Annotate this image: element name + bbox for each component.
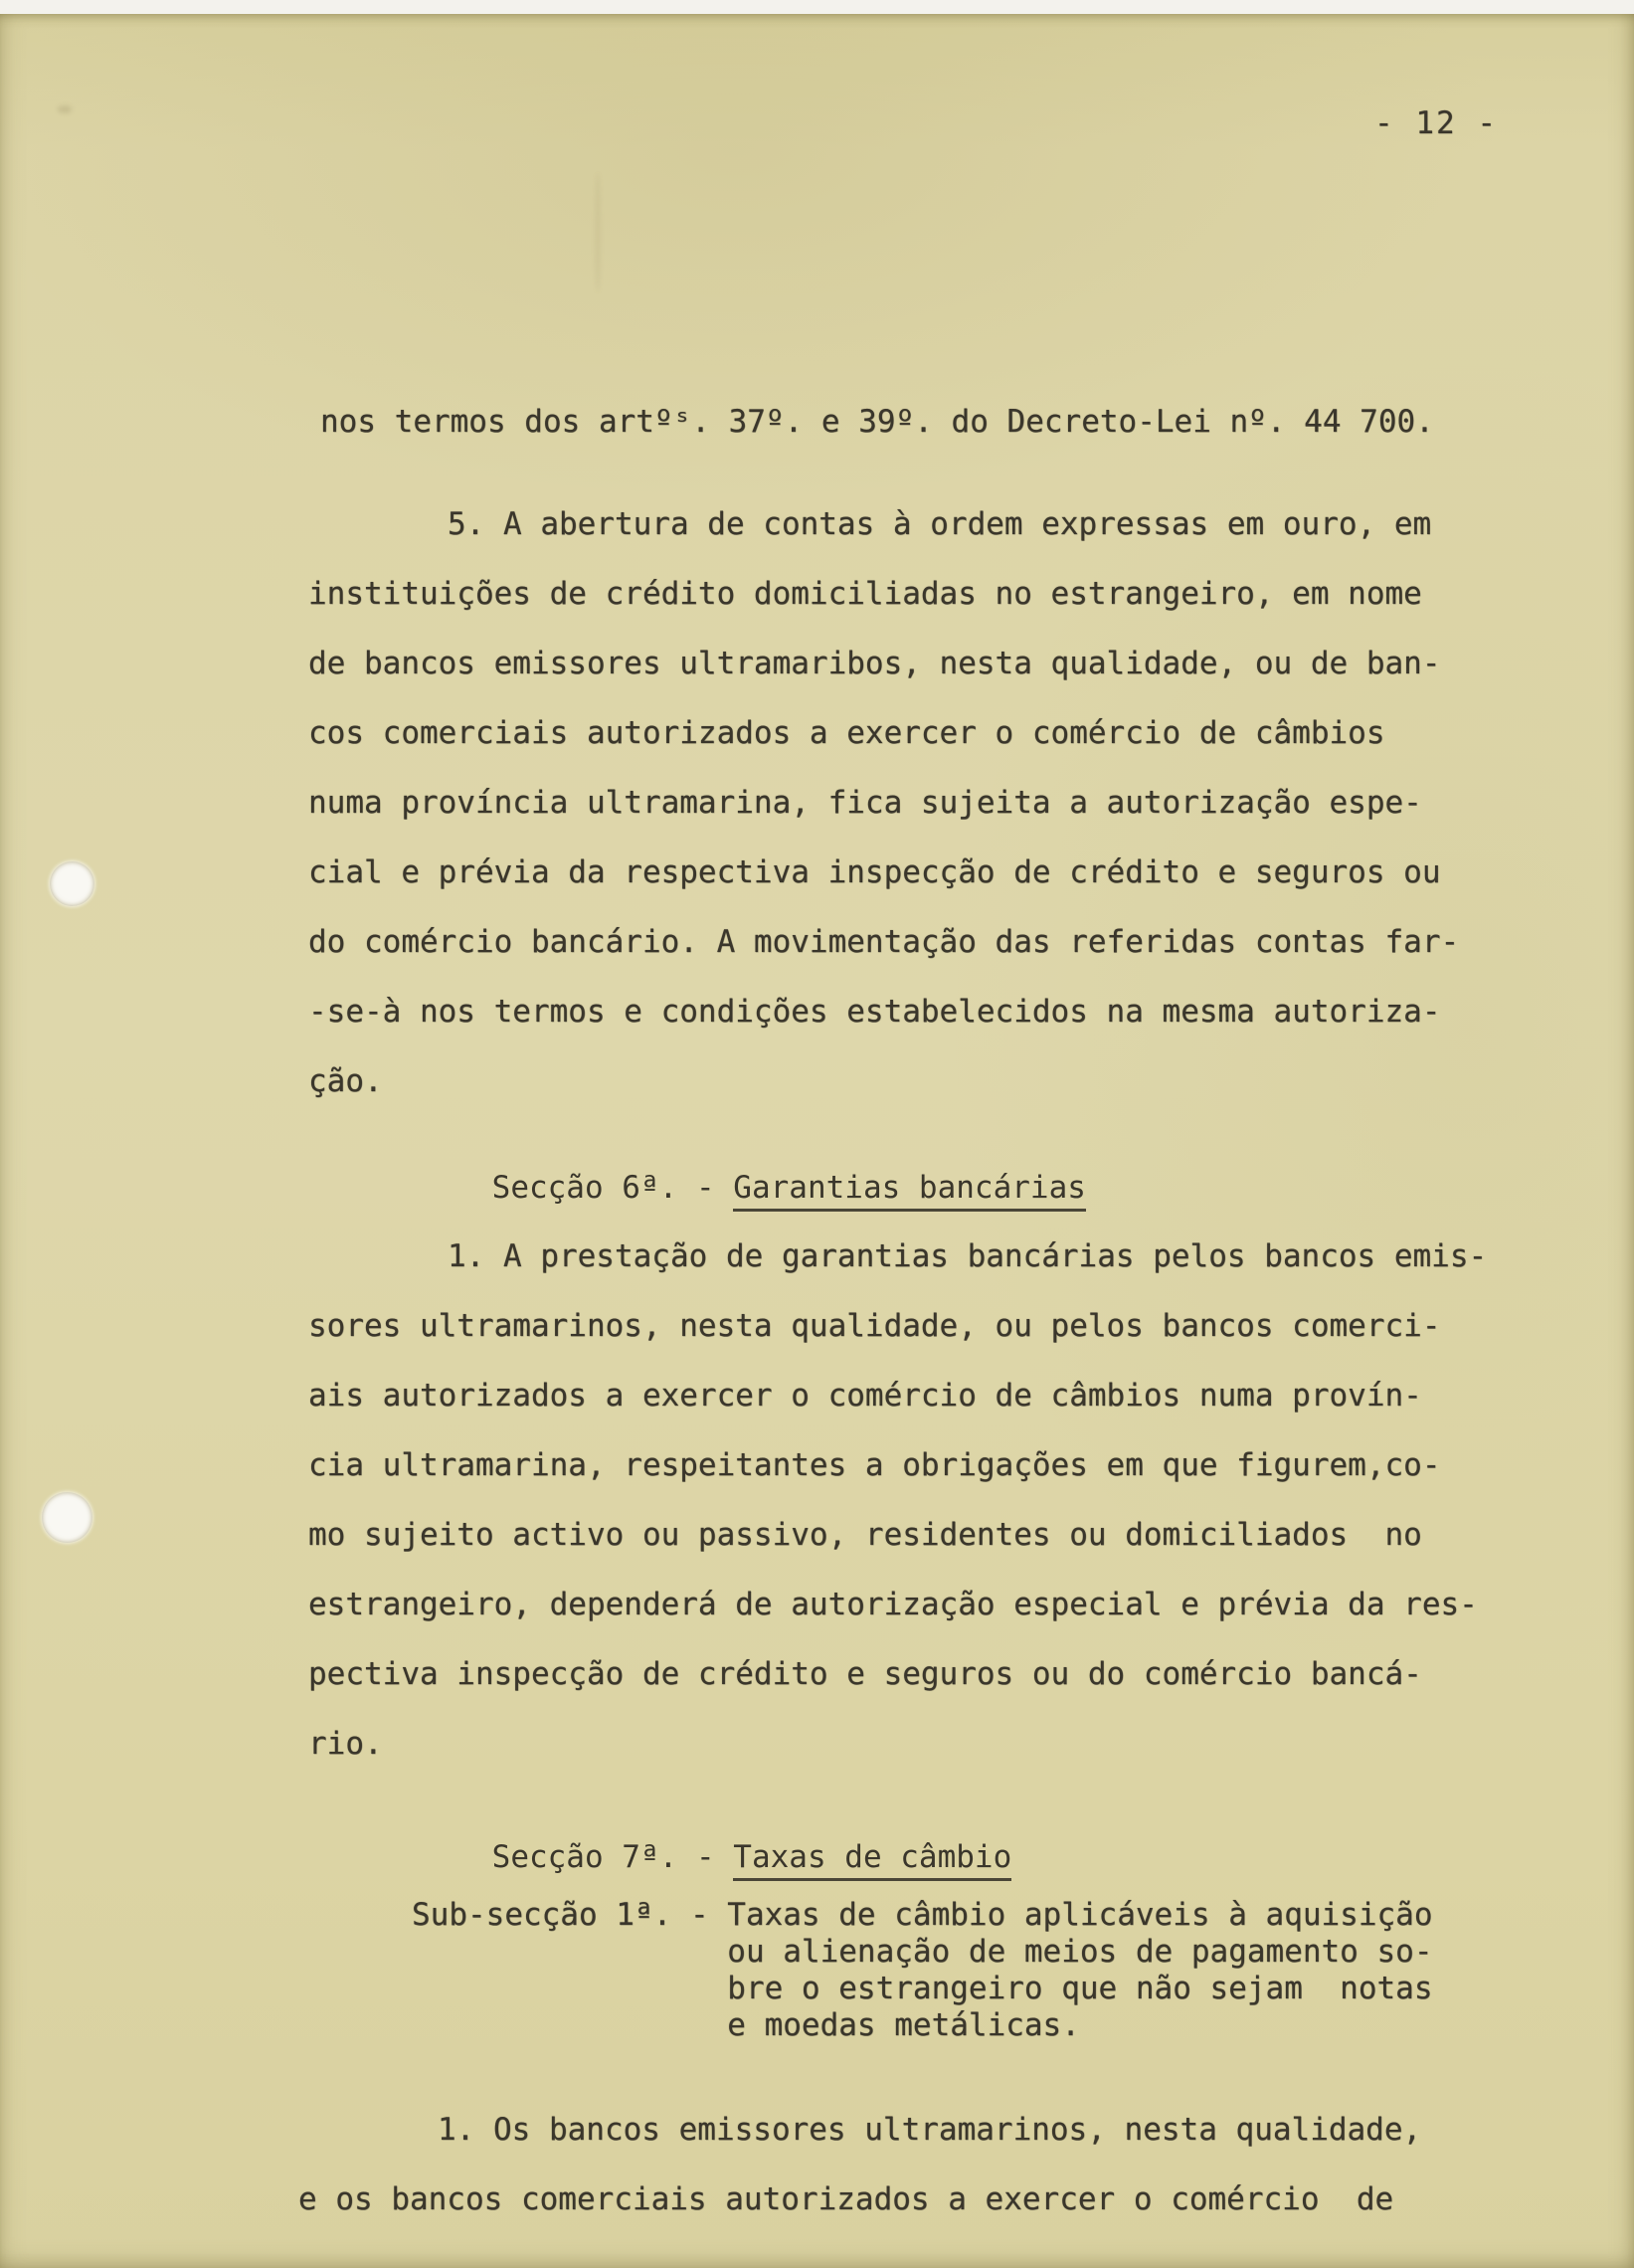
paper-smudge (58, 105, 72, 113)
text-line: 5. A abertura de contas à ordem expressas em ouro, em (448, 506, 1432, 542)
punch-hole-top (50, 861, 94, 906)
text-line: pectiva inspecção de crédito e seguros ou do comércio bancá- (308, 1656, 1422, 1692)
section-7-prefix: Secção 7ª. - (491, 1838, 734, 1875)
text-line: ais autorizados a exercer o comércio de câmbios numa provín- (308, 1378, 1422, 1414)
text-line: -se-à nos termos e condições estabelecidos na mesma autoriza- (308, 994, 1441, 1030)
text-line: instituições de crédito domiciliadas no estrangeiro, em nome (308, 576, 1422, 612)
text-line: ou alienação de meios de pagamento so- (727, 1934, 1433, 1970)
text-line: nos termos dos artºˢ. 37º. e 39º. do Decreto-Lei nº. 44 700. (320, 404, 1434, 440)
section-6-title: Garantias bancárias (733, 1170, 1086, 1212)
paper-crease (595, 173, 601, 292)
paragraph-6-1 (308, 1222, 1487, 1779)
page-number: - 12 - (1374, 105, 1498, 141)
subsection-1-text (727, 1897, 1432, 2044)
scanned-typewritten-page (0, 14, 1634, 2268)
text-line: estrangeiro, dependerá de autorização especial e prévia da res- (308, 1587, 1478, 1622)
text-line: cos comerciais autorizados a exercer o comércio de câmbios (308, 715, 1385, 751)
text-line: ção. (308, 1063, 383, 1099)
paragraph-5 (308, 489, 1459, 1116)
intro-paragraph (320, 387, 1434, 457)
text-line: numa província ultramarina, fica sujeita a autorização espe- (308, 785, 1422, 821)
subsection-1 (412, 1897, 1433, 2044)
text-line: sores ultramarinos, nesta qualidade, ou pelos bancos comerci- (308, 1308, 1441, 1344)
section-6-prefix: Secção 6ª. - (491, 1169, 734, 1206)
punch-hole-bottom (42, 1492, 92, 1543)
text-line: e moedas metálicas. (727, 2007, 1080, 2043)
text-line: mo sujeito activo ou passivo, residentes ou domiciliados no (308, 1517, 1422, 1553)
text-line: Taxas de câmbio aplicáveis à aquisição (727, 1897, 1433, 1933)
text-line: rio. (308, 1726, 383, 1762)
text-line: cia ultramarina, respeitantes a obrigações em que figurem,co- (308, 1447, 1441, 1483)
text-line: 1. Os bancos emissores ultramarinos, nesta qualidade, (438, 2112, 1422, 2148)
text-line: do comércio bancário. A movimentação das referidas contas far- (308, 924, 1460, 960)
text-line: e os bancos comerciais autorizados a exercer o comércio de (298, 2181, 1394, 2217)
subsection-1-label: Sub-secção 1ª. - (412, 1897, 728, 1933)
text-line: de bancos emissores ultramaribos, nesta qualidade, ou de ban- (308, 646, 1441, 681)
section-7-title: Taxas de câmbio (733, 1839, 1011, 1881)
paragraph-7-1 (298, 2095, 1421, 2234)
text-line: 1. A prestação de garantias bancárias pelos bancos emis- (448, 1238, 1488, 1274)
text-line: cial e prévia da respectiva inspecção de crédito e seguros ou (308, 854, 1441, 890)
text-line: bre o estrangeiro que não sejam notas (727, 1971, 1433, 2006)
